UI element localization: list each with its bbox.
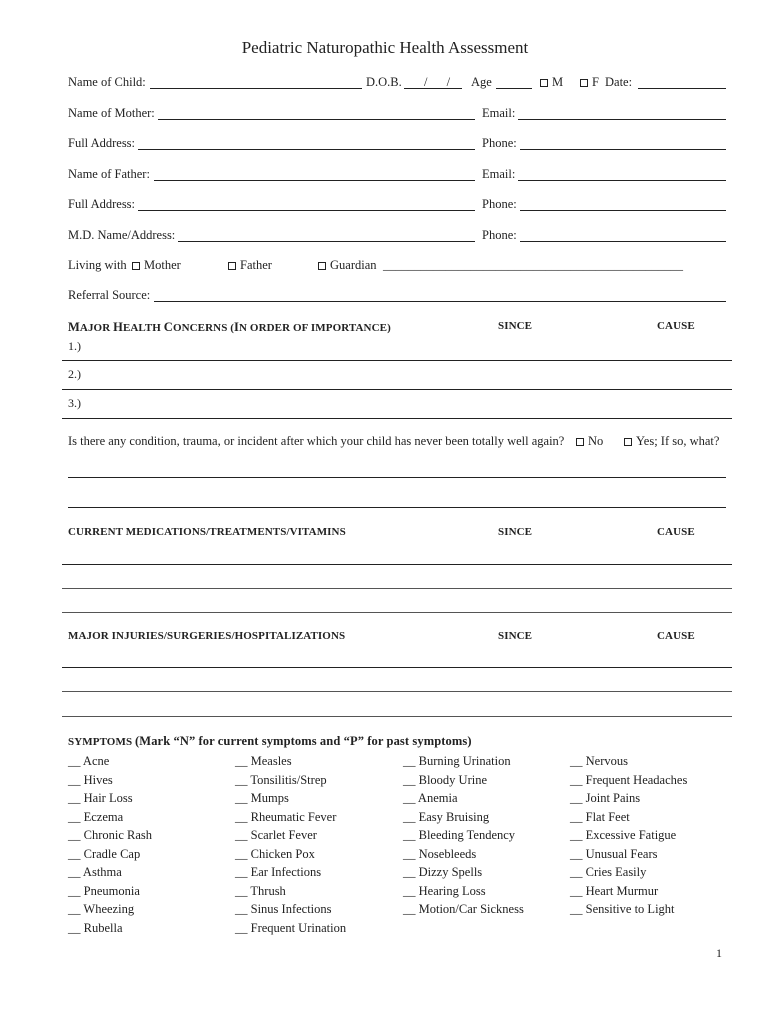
checkbox-icon (624, 438, 632, 446)
father-name-label: Name of Father: (68, 167, 150, 181)
father-name-field[interactable] (154, 180, 475, 181)
checkbox-icon (580, 79, 588, 87)
symptom-item[interactable]: __ Easy Bruising (403, 809, 490, 824)
referral-label: Referral Source: (68, 288, 151, 302)
symptom-item[interactable]: __ Hair Loss (68, 791, 133, 805)
living-guardian-option[interactable] (318, 258, 377, 273)
condition-yes-option[interactable] (624, 434, 719, 449)
symptom-item[interactable]: __ Measles (235, 754, 292, 768)
symptom-item[interactable]: __ Nosebleeds (403, 846, 477, 861)
symptom-item[interactable]: __ Frequent Urination (235, 920, 347, 935)
medications-since-header: SINCE (498, 526, 533, 538)
symptom-item[interactable]: __ Pneumonia (68, 883, 140, 898)
symptom-item[interactable]: __ Bloody Urine (403, 772, 488, 787)
checkbox-icon (576, 438, 584, 446)
father-address-field[interactable] (138, 210, 475, 211)
date-label: Date: (605, 75, 633, 89)
living-guardian-label: Guardian (330, 258, 377, 272)
checkbox-icon (132, 262, 140, 270)
symptom-item[interactable]: __ Excessive Fatigue (570, 828, 677, 842)
checkbox-icon (540, 79, 548, 87)
checkbox-icon (318, 262, 326, 270)
symptom-item[interactable]: __ Acne (68, 754, 110, 768)
dob-label: D.O.B. (366, 75, 402, 89)
symptom-item[interactable]: __ Rubella (68, 920, 123, 935)
symptom-item[interactable]: __ Bleeding Tendency (403, 828, 516, 842)
symptom-item[interactable]: __ Frequent Headaches (570, 772, 688, 787)
living-row (68, 258, 726, 276)
injuries-line-2[interactable] (62, 691, 732, 692)
concern-line-3[interactable] (62, 418, 732, 419)
living-label: Living with (68, 258, 127, 272)
dob-slashes: / / (424, 75, 459, 89)
symptom-item[interactable]: __ Rheumatic Fever (235, 809, 337, 824)
medications-line-3[interactable] (62, 612, 732, 613)
sex-f-label: F (592, 75, 599, 89)
living-mother-label: Mother (144, 258, 181, 272)
age-label: Age (471, 75, 492, 89)
medications-line-1[interactable] (62, 564, 732, 565)
father-phone-field[interactable] (520, 210, 726, 211)
injuries-line-1[interactable] (62, 667, 732, 668)
symptom-item[interactable]: __ Burning Urination (403, 754, 511, 768)
concern-line-1[interactable] (62, 360, 732, 361)
mother-phone-label: Phone: (482, 136, 517, 150)
symptom-item[interactable]: __ Anemia (403, 791, 458, 805)
child-name-label: Name of Child: (68, 75, 146, 89)
symptom-item[interactable]: __ Asthma (68, 865, 122, 879)
living-mother-option[interactable] (132, 258, 181, 273)
concern-item-1: 1.) (68, 339, 81, 353)
checkbox-icon (228, 262, 236, 270)
symptom-item[interactable]: __ Hearing Loss (403, 883, 486, 898)
mother-address-label: Full Address: (68, 136, 136, 150)
page-title: Pediatric Naturopathic Health Assessment (241, 38, 529, 57)
symptom-item[interactable]: __ Wheezing (68, 902, 135, 916)
injuries-line-3[interactable] (62, 716, 732, 717)
condition-answer-line-1[interactable] (68, 477, 726, 478)
symptom-item[interactable]: __ Cries Easily (570, 865, 647, 879)
concern-item-2: 2.) (68, 367, 81, 381)
md-address-field[interactable] (178, 241, 475, 242)
mother-phone-field[interactable] (520, 149, 726, 150)
symptom-item[interactable]: __ Scarlet Fever (235, 828, 317, 842)
sex-m-label: M (552, 75, 564, 89)
concern-line-2[interactable] (62, 389, 732, 390)
mother-row (68, 106, 726, 124)
md-address-label: M.D. Name/Address: (68, 228, 176, 242)
injuries-cause-header: CAUSE (657, 630, 695, 642)
father-phone-label: Phone: (482, 197, 517, 211)
sex-m-option[interactable] (540, 75, 563, 90)
page-number: 1 (716, 946, 722, 960)
symptom-item[interactable]: __ Sensitive to Light (570, 902, 675, 916)
md-phone-label: Phone: (482, 228, 517, 242)
concerns-heading: MAJOR HEALTH CONCERNS (IN ORDER OF IMPORTANCE) (68, 320, 391, 334)
condition-question: Is there any condition, trauma, or incident after which your child has never been totally well again? (68, 434, 565, 448)
sex-f-option[interactable] (580, 75, 599, 90)
living-father-option[interactable] (228, 258, 272, 273)
symptom-item[interactable]: __ Thrush (235, 883, 286, 898)
symptom-item[interactable]: __ Cradle Cap (68, 846, 141, 861)
father-address-row (68, 197, 726, 215)
age-field[interactable] (496, 88, 532, 89)
referral-field[interactable] (154, 301, 726, 302)
medications-heading: CURRENT MEDICATIONS/TREATMENTS/VITAMINS (68, 526, 346, 538)
father-address-label: Full Address: (68, 197, 136, 211)
date-field[interactable] (638, 88, 726, 89)
md-phone-field[interactable] (520, 241, 726, 242)
injuries-since-header: SINCE (498, 630, 533, 642)
child-row (68, 75, 726, 93)
symptom-item[interactable]: __ Nervous (570, 754, 628, 768)
mother-name-label: Name of Mother: (68, 106, 155, 120)
symptom-item[interactable]: __ Unusual Fears (570, 846, 658, 861)
living-father-label: Father (240, 258, 272, 272)
mother-address-field[interactable] (138, 149, 475, 150)
symptom-item[interactable]: __ Mumps (235, 791, 289, 805)
symptom-item[interactable]: __ Tonsilitis/Strep (235, 772, 327, 787)
medications-line-2[interactable] (62, 588, 732, 589)
mother-address-row (68, 136, 726, 154)
md-row (68, 228, 726, 246)
symptom-item[interactable]: __ Chronic Rash (68, 828, 153, 842)
mother-email-field[interactable] (518, 119, 726, 120)
referral-row (68, 288, 726, 306)
mother-email-label: Email: (482, 106, 516, 120)
concern-item-3: 3.) (68, 396, 81, 410)
symptom-item[interactable]: __ Chicken Pox (235, 846, 315, 861)
injuries-heading: MAJOR INJURIES/SURGERIES/HOSPITALIZATIONS (68, 630, 346, 642)
symptom-item[interactable]: __ Joint Pains (570, 791, 641, 805)
mother-name-field[interactable] (158, 119, 475, 120)
father-row (68, 167, 726, 185)
symptom-item[interactable]: __ Hives (68, 772, 113, 787)
guardian-name-field[interactable]: ________________________________________________ (383, 258, 683, 272)
medications-cause-header: CAUSE (657, 526, 695, 538)
symptom-item[interactable]: __ Heart Murmur (570, 883, 659, 898)
father-email-field[interactable] (518, 180, 726, 181)
condition-answer-line-2[interactable] (68, 507, 726, 508)
father-email-label: Email: (482, 167, 516, 181)
symptom-item[interactable]: __ Dizzy Spells (403, 865, 483, 879)
symptoms-heading: SYMPTOMS (Mark “N” for current symptoms and “P” for past symptoms) (68, 734, 472, 748)
symptom-item[interactable]: __ Flat Feet (570, 809, 630, 824)
condition-no-option[interactable] (576, 434, 603, 449)
condition-no-label: No (588, 434, 604, 448)
concerns-cause-header: CAUSE (657, 320, 695, 332)
symptom-item[interactable]: __ Ear Infections (235, 865, 322, 879)
symptom-item[interactable]: __ Eczema (68, 809, 124, 824)
symptom-item[interactable]: __ Sinus Infections (235, 902, 332, 916)
condition-yes-label: Yes; If so, what? (636, 434, 720, 448)
child-name-field[interactable] (150, 88, 362, 89)
symptom-item[interactable]: __ Motion/Car Sickness (403, 902, 524, 916)
concerns-since-header: SINCE (498, 320, 533, 332)
